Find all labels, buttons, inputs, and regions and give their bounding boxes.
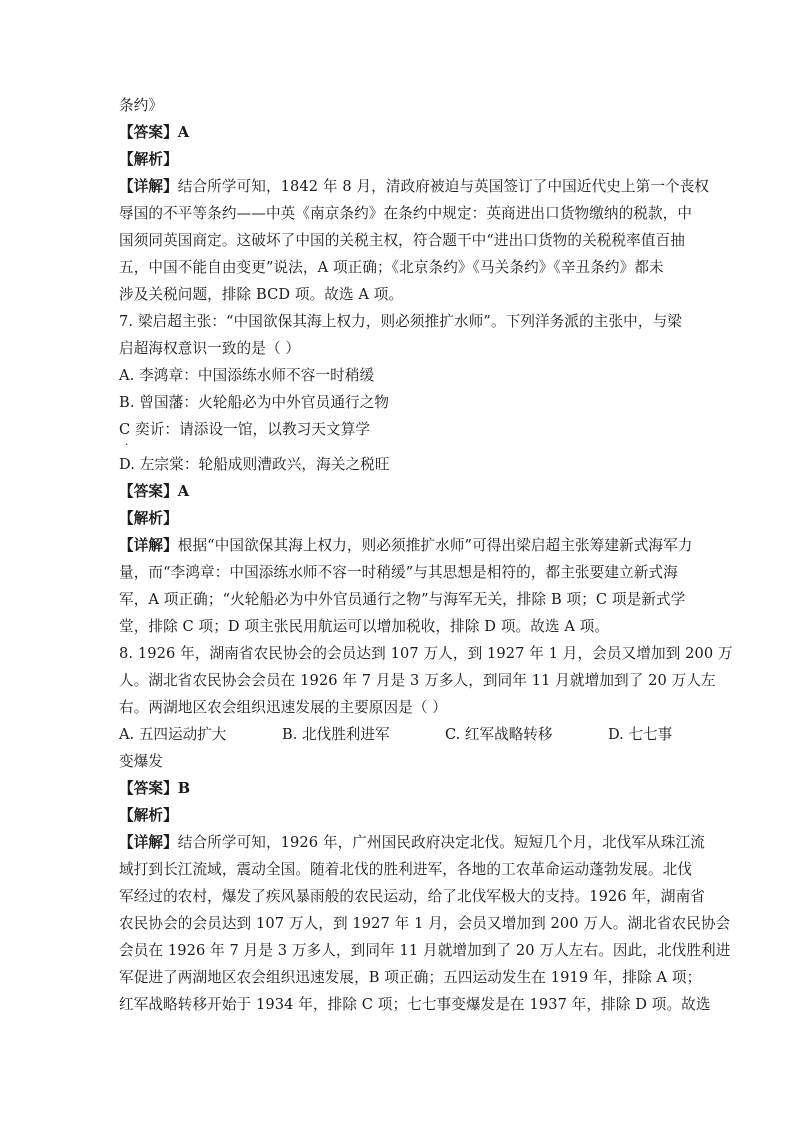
q6-detail-line-4: 五，中国不能自由变更”说法，A 项正确；《北京条约》《马关条约》《辛丑条约》都未 bbox=[119, 259, 664, 276]
q7-option-c bbox=[119, 416, 679, 448]
q7-answer: 【答案】A bbox=[119, 483, 190, 500]
q8-detail-tag: 【详解】 bbox=[119, 834, 178, 851]
q6-detail-line-5: 涉及关税问题，排除 BCD 项。故选 A 项。 bbox=[119, 286, 404, 303]
q7-stem-line-2: 启超海权意识一致的是（ ） bbox=[119, 340, 301, 357]
q7-option-b: B. 曾国藩：火轮船必为中外官员通行之物 bbox=[119, 394, 390, 411]
q7-detail-line-4: 堂，排除 C 项；D 项主张民用航运可以增加税收，排除 D 项。故选 A 项。 bbox=[119, 618, 610, 635]
q8-detail-line-4: 农民协会的会员达到 107 万人，到 1927 年 1 月，会员又增加到 200 万人。湖北省农民协会 bbox=[119, 915, 731, 932]
q8-detail-line-7: 红军战略转移开始于 1934 年，排除 C 项；七七事变爆发是在 1937 年，排除 D 项。故选 bbox=[119, 996, 711, 1013]
q8-detail-text-1: 结合所学可知，1926 年，广州国民政府决定北伐。短短几个月，北伐军从珠江流 bbox=[177, 834, 705, 851]
q7-detail-line-1 bbox=[119, 532, 693, 559]
q8-detail-line-6: 军促进了两湖地区农会组织迅速发展，B 项正确；五四运动发生在 1919 年，排除 A 项； bbox=[119, 969, 702, 986]
q8-detail-line-2: 域打到长江流域，震动全国。随着北伐的胜利进军，各地的工农革命运动蓬勃发展。北伐 bbox=[119, 861, 693, 878]
q8-analysis-heading: 【解析】 bbox=[119, 807, 178, 824]
q8-option-d: D. 七七事 bbox=[608, 726, 673, 743]
q7-stem-line-1: 7. 梁启超主张：“中国欲保其海上权力，则必须推扩水师”。下列洋务派的主张中，与梁 bbox=[119, 313, 682, 330]
q7-option-d: D. 左宗棠：轮船成则漕政兴，海关之税旺 bbox=[119, 456, 390, 473]
q7-option-c-text: C 奕䜣：请添设一馆，以教习天文算学 bbox=[119, 421, 371, 438]
q8-option-c: C. 红军战略转移 bbox=[445, 726, 553, 743]
q8-option-d-continued: 变爆发 bbox=[119, 753, 164, 770]
q8-option-a: A. 五四运动扩大 bbox=[119, 726, 227, 743]
q6-detail-line-1 bbox=[119, 173, 710, 200]
q6-detail-line-3: 国须同英国商定。这破坏了中国的关税主权，符合题干中“进出口货物的关税税率值百抽 bbox=[119, 232, 685, 249]
q8-options-row bbox=[119, 721, 679, 748]
q8-detail-line-1 bbox=[119, 829, 705, 856]
q6-detail-tag: 【详解】 bbox=[119, 178, 178, 195]
q7-option-a: A. 李鸿章：中国添练水师不容一时稍缓 bbox=[119, 367, 375, 384]
q7-detail-tag: 【详解】 bbox=[119, 537, 178, 554]
q7-detail-line-3: 军，A 项正确；“火轮船必为中外官员通行之物”与海军无关，排除 B 项；C 项是新式学 bbox=[119, 591, 686, 608]
q6-detail-text-1: 结合所学可知，1842 年 8 月，清政府被迫与英国签订了中国近代史上第一个丧权 bbox=[177, 178, 710, 195]
q8-answer: 【答案】B bbox=[119, 780, 191, 797]
q8-detail-line-5: 会员在 1926 年 7 月是 3 万多人，到同年 11 月就增加到了 20 万人左右。因此，北伐胜利进 bbox=[119, 942, 731, 959]
q8-stem-line-3: 右。两湖地区农会组织迅速发展的主要原因是（ ） bbox=[119, 699, 448, 716]
q7-detail-line-2: 量，而“李鸿章：中国添练水师不容一时稍缓”与其思想是相符的，都主张要建立新式海 bbox=[119, 564, 678, 581]
q8-stem-line-2: 人。湖北省农民协会会员在 1926 年 7 月是 3 万多人，到同年 11 月就增加到了 20 万人左 bbox=[119, 672, 716, 689]
q6-detail-line-2: 辱国的不平等条约——中英《南京条约》在条约中规定：英商进出口货物缴纳的税款，中 bbox=[119, 205, 693, 222]
document-page bbox=[119, 92, 733, 1018]
q6-stem-tail: 条约》 bbox=[119, 97, 164, 114]
q6-analysis-heading: 【解析】 bbox=[119, 151, 178, 168]
q6-answer: 【答案】A bbox=[119, 124, 190, 141]
q7-analysis-heading: 【解析】 bbox=[119, 510, 178, 527]
q7-option-c-dot: . bbox=[125, 437, 129, 448]
q8-detail-line-3: 军经过的农村，爆发了疾风暴雨般的农民运动，给了北伐军极大的支持。1926 年，湖南省 bbox=[119, 888, 705, 905]
q8-option-b: B. 北伐胜利进军 bbox=[282, 726, 390, 743]
q7-detail-text-1: 根据“中国欲保其海上权力，则必须推扩水师”可得出梁启超主张筹建新式海军力 bbox=[177, 537, 693, 554]
q8-stem-line-1: 8. 1926 年，湖南省农民协会的会员达到 107 万人，到 1927 年 1 月，会员又增加到 200 万 bbox=[119, 645, 733, 662]
